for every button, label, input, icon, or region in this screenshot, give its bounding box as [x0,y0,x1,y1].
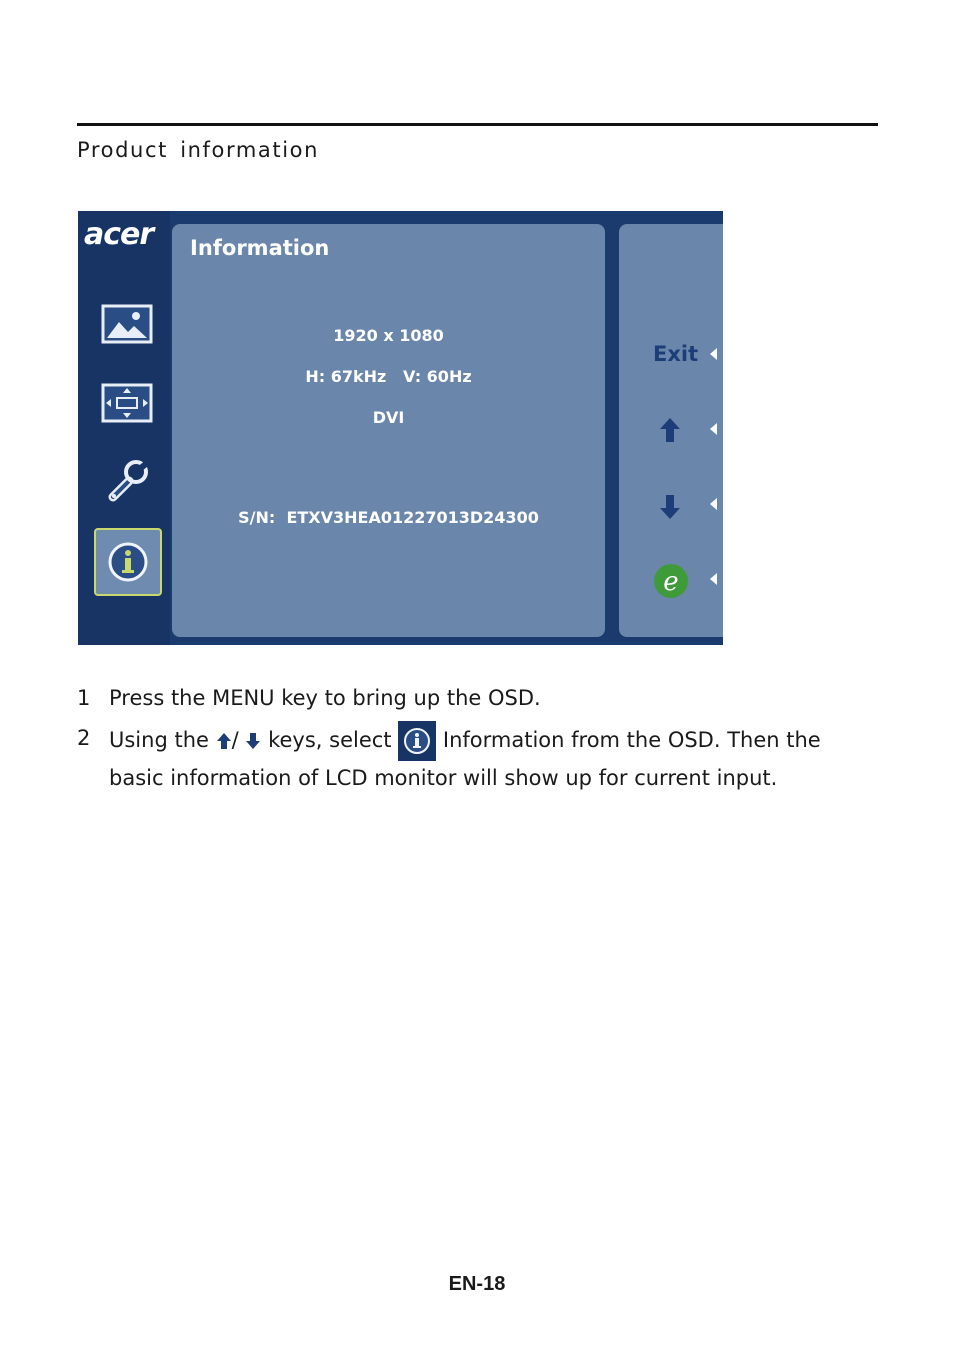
step-text [109,721,879,796]
section-title: Product information [77,138,320,162]
settings-wrench-icon[interactable] [95,449,159,513]
step-text-part: Using the [109,728,209,752]
page-number: EN-18 [448,1273,506,1295]
svg-text:e: e [663,567,679,597]
information-icon[interactable] [94,528,162,596]
information-icon [398,721,436,761]
up-key[interactable] [619,411,723,451]
empowering-e-icon [653,563,689,599]
step-number: 1 [77,686,91,710]
frequency-value: H: 67kHz V: 60Hz [305,367,472,386]
up-arrow-icon [659,417,681,443]
step-text-part: basic information of LCD monitor will show up for current input. [109,766,778,790]
key-pointer-icon [710,348,717,360]
resolution-value: 1920 x 1080 [333,326,444,345]
up-arrow-icon [216,732,232,750]
step-number: 2 [77,726,91,750]
empowering-key[interactable] [619,561,723,601]
step-text-part: Information from the OSD. Then the [442,728,821,752]
key-pointer-icon [710,573,717,585]
osd-key-panel [619,224,723,637]
down-arrow-icon [659,494,681,520]
information-panel [172,224,605,637]
picture-icon[interactable] [95,292,159,356]
acer-logo: acer [84,217,154,252]
display-position-icon[interactable] [95,371,159,435]
down-key[interactable] [619,486,723,526]
key-pointer-icon [710,498,717,510]
top-rule [77,123,878,126]
step-text-part: keys, select [268,728,392,752]
step-text: Press the MENU key to bring up the OSD. [109,686,541,710]
key-pointer-icon [710,423,717,435]
osd-sidebar [78,211,170,645]
exit-label: Exit [653,342,699,366]
osd-screenshot [78,211,723,645]
panel-heading: Information [190,236,330,260]
slash-separator: / [231,728,239,752]
serial-number: S/N: ETXV3HEA01227013D24300 [238,508,539,527]
input-value: DVI [372,408,405,427]
exit-key[interactable] [619,336,723,376]
down-arrow-icon [245,732,261,750]
